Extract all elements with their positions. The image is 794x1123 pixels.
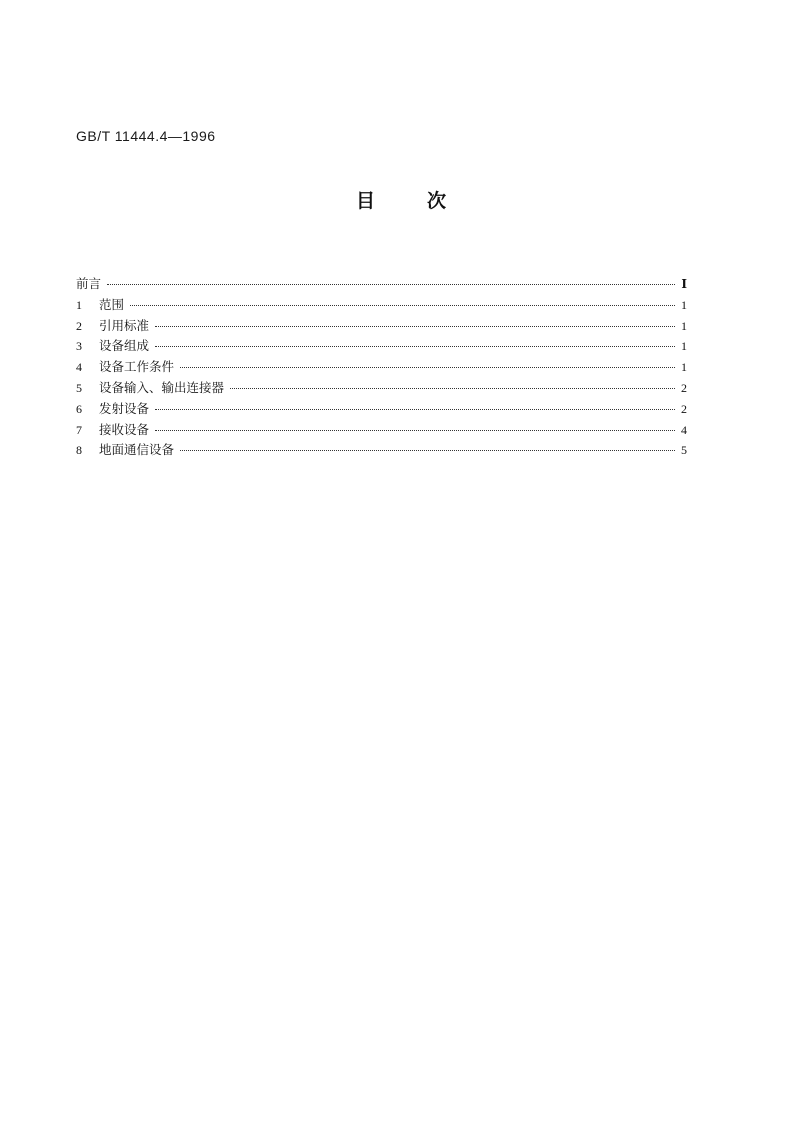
- toc-entry-number: 2: [76, 318, 82, 333]
- toc-entry-label: 设备输入、输出连接器: [99, 379, 225, 395]
- toc-entry-label: 接收设备: [99, 421, 150, 437]
- toc-entry-page: 5: [681, 443, 687, 458]
- toc-entry-label: 范围: [99, 296, 125, 312]
- toc-entry-page: 1: [681, 339, 687, 354]
- toc-entry-page: 2: [681, 401, 687, 416]
- toc-entry-number: 4: [76, 360, 82, 375]
- toc-entry-number: 8: [76, 443, 82, 458]
- toc-entry-2[interactable]: [76, 316, 687, 337]
- toc-entry-label: 发射设备: [99, 400, 150, 416]
- toc-entry-page: Ⅰ: [681, 277, 687, 291]
- toc-leader-dots: [107, 283, 675, 285]
- toc-entry-number: 3: [76, 339, 82, 354]
- toc-entry-page: 4: [681, 422, 687, 437]
- toc-entry-page: 1: [681, 318, 687, 333]
- toc-leader-dots: [130, 304, 675, 306]
- title-char-1: 目: [355, 190, 375, 212]
- toc-leader-dots: [230, 387, 675, 389]
- toc-entry-number: 5: [76, 380, 82, 395]
- toc-entry-label: 设备工作条件: [99, 359, 175, 375]
- toc-leader-dots: [155, 325, 675, 327]
- toc-leader-dots: [180, 449, 675, 451]
- toc-entry-3[interactable]: [76, 336, 687, 357]
- toc-entry-page: 2: [681, 380, 687, 395]
- toc-entry-label: 设备组成: [99, 338, 150, 354]
- table-of-contents: [76, 274, 687, 461]
- page-title: [0, 186, 794, 213]
- standard-code: GB/T 11444.4—1996: [76, 128, 216, 144]
- toc-leader-dots: [180, 366, 675, 368]
- toc-leader-dots: [155, 408, 675, 410]
- toc-entry-7[interactable]: [76, 420, 687, 441]
- toc-entry-page: 1: [681, 297, 687, 312]
- toc-entry-number: 7: [76, 422, 82, 437]
- toc-entry-5[interactable]: [76, 378, 687, 399]
- toc-entry-4[interactable]: [76, 357, 687, 378]
- toc-entry-foreword[interactable]: [76, 274, 687, 295]
- toc-entry-6[interactable]: [76, 399, 687, 420]
- toc-entry-label: 引用标准: [99, 317, 150, 333]
- title-char-2: 次: [427, 190, 447, 212]
- toc-entry-label: 前言: [76, 276, 102, 291]
- toc-entry-number: 6: [76, 401, 82, 416]
- toc-leader-dots: [155, 345, 675, 347]
- toc-entry-1[interactable]: [76, 295, 687, 316]
- toc-entry-8[interactable]: [76, 440, 687, 461]
- toc-leader-dots: [155, 429, 675, 431]
- toc-entry-label: 地面通信设备: [99, 442, 175, 458]
- toc-entry-page: 1: [681, 360, 687, 375]
- toc-entry-number: 1: [76, 297, 82, 312]
